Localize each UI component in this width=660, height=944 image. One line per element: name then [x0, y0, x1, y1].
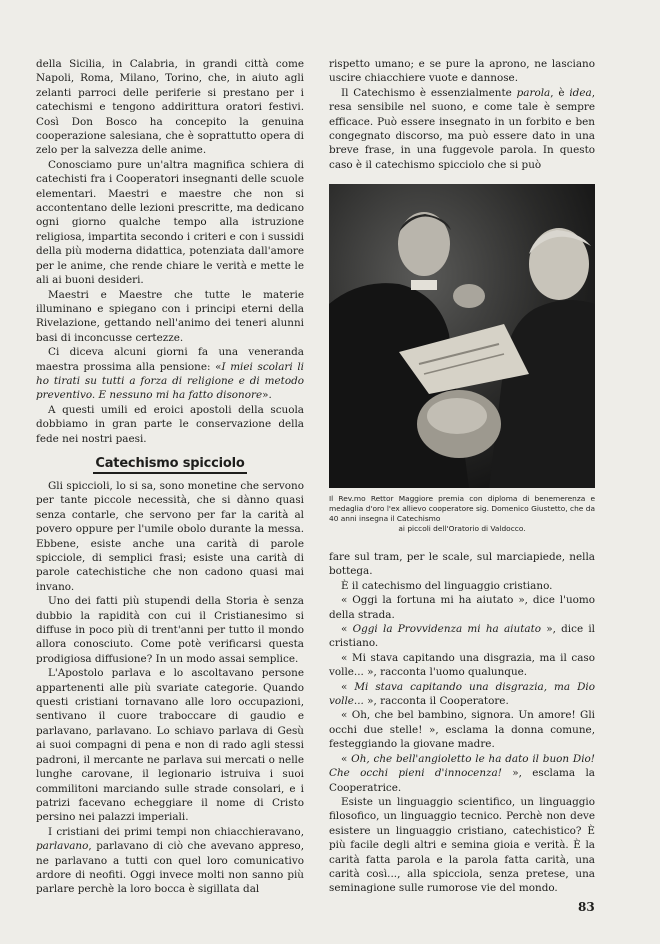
paragraph: Gli spiccioli, lo si sa, sono monetine che servono per tante piccole necessità, che si dànno quasi senza contarle, che servono per far la carità al povero oppure per l'umile obolo durante la messa. Ebbene, esiste anche una carità di parole spicciole, di semplici frasi; esiste una carità di parole catechistiche che non cadono quasi mai invano.	[36, 479, 304, 593]
caption-text: ai piccoli dell'Oratorio di Valdocco.	[398, 524, 526, 533]
quote-italic: I miei scolari li ho tirati su tutti a forza di religione e di metodo preventivo. E nessuno mi ha fatto disonore	[36, 360, 304, 402]
italic-word: parola	[516, 86, 551, 99]
photo-caption	[329, 494, 595, 534]
right-column-bottom	[329, 550, 595, 896]
paragraph: Maestri e Maestre che tutte le materie illuminano e spiegano con i principi eterni della Rivelazione, gettando nell'animo dei teneri alunni basi di inconcusse certezze.	[36, 288, 304, 344]
paragraph: della Sicilia, in Calabria, in grandi città come Napoli, Roma, Milano, Torino, che, in aiuto agli zelanti parroci delle periferie si prestano per i catechismi e tengono addirittura oratori festivi. Così Don Bosco ha concepito la genuina cooperazione salesiana, che è soprattutto opera di zelo per la salvezza delle anime.	[36, 58, 304, 157]
paragraph: A questi umili ed eroici apostoli della scuola dobbiamo in gran parte le conservazione della fede nei nostri paesi.	[36, 403, 304, 445]
caption-text: Il Rev.mo Rettor Maggiore premia con diploma di benemerenza e medaglia d'oro l'ex allievo cooperatore sig. Domenico Giustetto, che da 40 anni insegna il Catechismo	[329, 494, 595, 523]
text-run: », dice il cristiano.	[329, 623, 595, 650]
paragraph: fare sul tram, per le scale, sul marciapiede, nella bottega.	[329, 551, 595, 578]
photograph	[329, 184, 595, 488]
page-number: 83	[578, 900, 595, 914]
text-run: , resa sensibile nel suono, e come tale è sempre efficace. Può essere insegnato in un forbito e ben congegnato discorso, ma può essere dato in una breve frase, in una fuggevole parola. In questo caso è il catechismo spicciolo che si può	[329, 86, 595, 171]
italic-word: parlavano	[36, 840, 89, 853]
quote-italic: Oggi la Provvidenza mi ha aiutato	[352, 623, 541, 636]
text-run: ».	[262, 389, 272, 402]
paragraph	[36, 825, 304, 897]
quote-italic: Mi stava capitando una disgrazia, ma Dio volle...	[329, 680, 595, 708]
paragraph: « Mi stava capitando una disgrazia, ma il caso volle... », racconta l'uomo qualunque.	[329, 651, 595, 679]
paragraph: « Oh, che bel bambino, signora. Un amore! Gli occhi due stelle! », esclama la donna comune, festeggiando la giovane madre.	[329, 709, 595, 751]
italic-word: idea	[569, 86, 592, 99]
quote-italic: Oh, che bell'angioletto le ha dato il buon Dio! Che occhi pieni d'innocenza!	[329, 752, 595, 780]
text-run: Il Catechismo è essenzialmente	[341, 86, 517, 99]
right-column-top	[329, 57, 595, 172]
text-run: «	[341, 623, 353, 636]
paragraph	[329, 86, 595, 172]
text-run: , è	[550, 86, 570, 99]
text-run: , parlavano di ciò che avevano appreso, ne parlavano a tutti con quel loro comunicativo ardore di neofiti. Oggi invece molti non sanno più parlare perchè la loro bocca è sigillata dal	[36, 840, 304, 896]
text-run: Ci diceva alcuni giorni fa una veneranda maestra prossima alla pensione: «	[36, 346, 304, 373]
photo-illustration	[329, 184, 595, 488]
left-column	[36, 57, 304, 897]
text-run: «	[341, 752, 352, 765]
text-run: », racconta il Cooperatore.	[363, 695, 509, 708]
paragraph: È il catechismo del linguaggio cristiano.	[341, 579, 553, 592]
section-heading-text: Catechismo spicciolo	[93, 456, 246, 474]
paragraph: L'Apostolo parlava e lo ascoltavano persone appartenenti alle più svariate categorie. Quando questi cristiani tornavano alle loro occupazioni, sentivano il cuore traboccare di gaudio e parlavano, parlavano. Lo schiavo parlava di Gesù ai suoi compagni di pena e non di rado agli stessi padroni, il mercante ne parlava sui mercati o nelle lunghe carovane, il legionario istruiva i suoi commilitoni marciando sulle strade consolari, e i patrizi facevano echeggiare il nome di Cristo persino nei palazzi imperiali.	[36, 667, 304, 824]
paragraph: Uno dei fatti più stupendi della Storia è senza dubbio la rapidità con cui il Cristianesimo si diffuse in poco più di trent'anni per tutto il mondo allora conosciuto. Come potè verificarsi questa prodigiosa diffusione? In un modo assai semplice.	[36, 595, 304, 665]
paragraph	[329, 752, 595, 795]
paragraph	[329, 680, 595, 709]
paragraph: Conosciamo pure un'altra magnifica schiera di catechisti fra i Cooperatori insegnanti delle scuole elementari. Maestri e maestre che non si accontentano delle lezioni prescritte, ma dedicano ogni giorno qualche tempo alla istruzione religiosa, impartita secondo i criteri e con i sussidi della più moderna didattica, potenziata dall'amore per le anime, che rende chiare le verità e mette le ali ai buoni desideri.	[36, 158, 304, 287]
paragraph	[36, 345, 304, 403]
paragraph	[329, 622, 595, 651]
paragraph: « Oggi la fortuna mi ha aiutato », dice l'uomo della strada.	[329, 594, 595, 621]
text-run: «	[341, 680, 355, 693]
section-heading	[36, 456, 304, 471]
text-run: I cristiani dei primi tempi non chiacchieravano,	[48, 825, 304, 838]
paragraph: Esiste un linguaggio scientifico, un linguaggio filosofico, un linguaggio tecnico. Perchè non deve esistere un linguaggio cristiano, catechistico? È più facile degli altri e semina gioia e verità. È la carità fatta parola e la parola fatta carità, una carità così..., alla spicciola, senza pretese, una seminagione sulle rumorose vie del mondo.	[329, 795, 595, 895]
text-run: », esclama la Cooperatrice.	[329, 767, 595, 794]
paragraph: rispetto umano; e se pure la aprono, ne lasciano uscire chiacchiere vuote e dannose.	[329, 58, 595, 85]
